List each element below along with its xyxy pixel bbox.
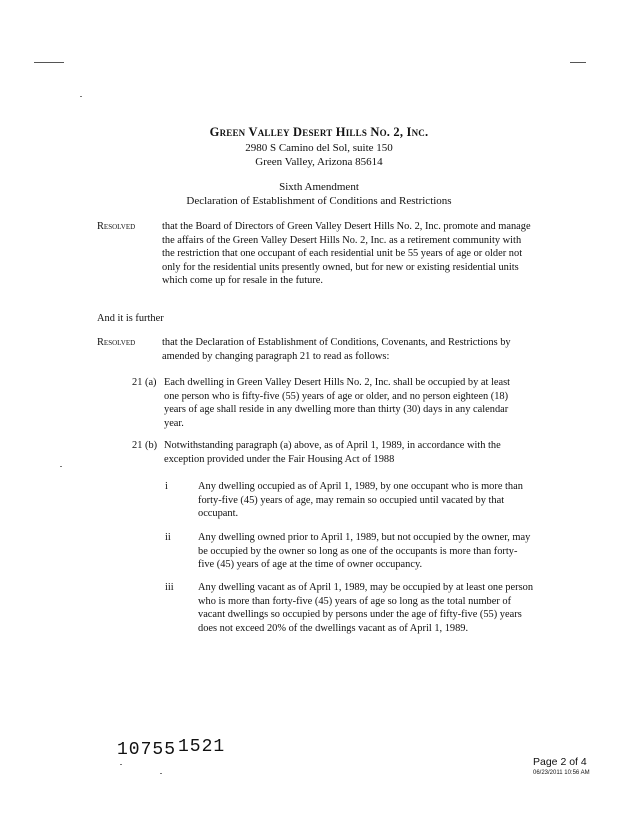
sub-item-text: Any dwelling occupied as of April 1, 1989, by one occupant who is more than forty-five (45) years of age, may remain so occupied until vacated by that occupant.: [198, 481, 523, 520]
sub-item-text: Any dwelling owned prior to April 1, 1989, but not occupied by the owner, may be occupied by the owner so long as one of the occupants is more than forty-five (45) years of age at the time of owner occupancy.: [198, 532, 531, 571]
scan-speck: [80, 96, 82, 97]
resolved-text: that the Board of Directors of Green Valley Desert Hills No. 2, Inc. promote and manage the affairs of the Green Valley Desert Hills No. 2, Inc. as a retirement community with the restriction that one occupant of each residential unit be 55 years of age or older not only for the residential units presently owned, but for new or existing residential units which come up for resale in the future.: [162, 221, 531, 287]
sub-item-numeral: iii: [165, 582, 174, 593]
resolved-label: Resolved: [97, 221, 136, 232]
sub-item-text: Any dwelling vacant as of April 1, 1989, may be occupied by at least one person who is more than forty-five (45) years of age so long as the total number of vacant dwellings so occupied by persons under the age of fifty-five (55) years does not exceed 20% of the dwellings vacant as of April 1, 1989.: [198, 582, 534, 634]
document-title: Sixth Amendment: [279, 181, 359, 193]
org-name: Green Valley Desert Hills No. 2, Inc.: [209, 125, 429, 139]
sub-item-numeral: ii: [165, 532, 171, 543]
page-number-stamp: 1521: [178, 737, 226, 757]
scan-speck: [60, 466, 62, 467]
address-line-1: 2980 S Camino del Sol, suite 150: [245, 142, 393, 154]
scan-mark-right: [570, 62, 586, 63]
paragraph-text: Notwithstanding paragraph (a) above, as of April 1, 1989, in accordance with the exception provided under the Fair Housing Act of 1988: [164, 440, 501, 465]
document-subtitle: Declaration of Establishment of Conditions and Restrictions: [186, 195, 452, 207]
scan-speck: [120, 764, 122, 765]
page-indicator: Page 2 of 4: [533, 756, 587, 768]
paragraph-number: 21 (b): [132, 440, 158, 451]
paragraph-text: Each dwelling in Green Valley Desert Hills No. 2, Inc. shall be occupied by at least one person who is fifty-five (55) years of age or older, and no person eighteen (18) years of age shall reside in any dwelling more than thirty (30) days in any calendar year.: [164, 377, 511, 429]
resolved-label: Resolved: [97, 337, 136, 348]
print-timestamp: 06/23/2011 10:56 AM: [533, 770, 590, 776]
book-number-stamp: 10755: [117, 740, 177, 760]
resolved-text: that the Declaration of Establishment of Conditions, Covenants, and Restrictions by amended by changing paragraph 21 to read as follows:: [162, 337, 511, 362]
scan-speck: [160, 773, 162, 774]
sub-item-numeral: i: [165, 481, 168, 492]
scan-mark-left: [34, 62, 64, 63]
further-text: And it is further: [97, 313, 164, 324]
address-line-2: Green Valley, Arizona 85614: [255, 156, 383, 168]
paragraph-number: 21 (a): [132, 377, 157, 388]
